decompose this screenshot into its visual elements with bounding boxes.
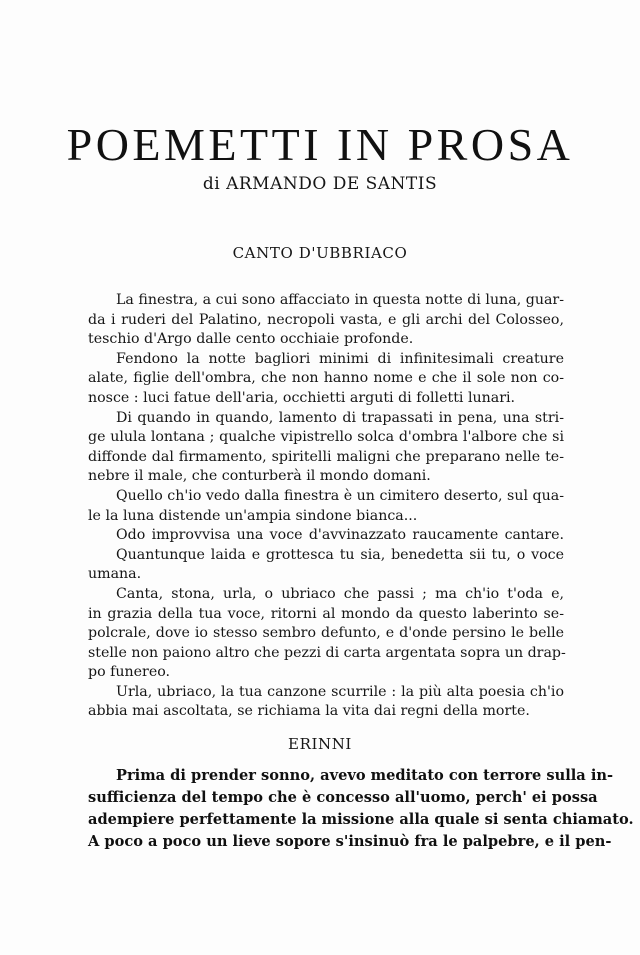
author-line: di ARMANDO DE SANTIS	[202, 174, 438, 194]
text-line: Di quando in quando, lamento di trapassati in pena, una stri-	[116, 409, 564, 426]
text-line: Prima di prender sonno, avevo meditato con terrore sulla in-	[116, 767, 614, 784]
text-line: Quello ch'io vedo dalla finestra è un cimitero deserto, sul qua-	[116, 487, 564, 504]
text-line: adempiere perfettamente la missione alla quale si senta chiamato.	[88, 811, 634, 828]
text-line: da i ruderi del Palatino, necropoli vasta, e gli archi del Colosseo,	[88, 311, 564, 328]
text-line: polcrale, dove io stesso sembro defunto, e d'onde persino le belle	[88, 625, 564, 642]
text-line: Urla, ubriaco, la tua canzone scurrile : la più alta poesia ch'io	[116, 683, 564, 700]
text-line: stelle non paiono altro che pezzi di carta argentata sopra un drap-	[88, 644, 566, 661]
text-line: A poco a poco un lieve sopore s'insinuò fra le palpebre, e il pen-	[88, 833, 612, 850]
page-title: POEMETTI IN PROSA	[66, 119, 574, 170]
section-body-canto-dubbriaco	[88, 291, 564, 722]
text-line: in grazia della tua voce, ritorni al mondo da questo laberinto se-	[88, 605, 564, 622]
text-line: po funereo.	[88, 664, 171, 681]
text-line: alate, figlie dell'ombra, che non hanno nome e che il sole non co-	[88, 370, 564, 387]
text-line: ge ulula lontana ; qualche vipistrello solca d'ombra l'albore che si	[88, 429, 564, 446]
text-line: teschio d'Argo dalle cento occhiaie profonde.	[88, 331, 414, 348]
text-line: La finestra, a cui sono affacciato in questa notte di luna, guar-	[116, 292, 564, 308]
text-line: Quantunque laida e grottesca tu sia, benedetta sii tu, o voce	[116, 546, 564, 563]
section-heading-erinni: ERINNI	[288, 735, 352, 753]
text-line: sufficienza del tempo che è concesso all'uomo, perch' ei possa	[88, 789, 598, 806]
text-line: Odo improvvisa una voce d'avvinazzato raucamente cantare.	[116, 527, 564, 544]
section-heading-canto-dubbriaco: CANTO D'UBBRIACO	[232, 244, 408, 262]
text-line: le la luna distende un'ampia sindone bianca...	[88, 507, 418, 524]
text-line: Canta, stona, urla, o ubriaco che passi ; ma ch'io t'oda e,	[116, 585, 564, 602]
text-line: nosce : luci fatue dell'aria, occhietti arguti di folletti lunari.	[88, 389, 516, 406]
text-line: abbia mai ascoltata, se richiama la vita dai regni della morte.	[88, 703, 530, 720]
text-line: diffonde dal firmamento, spiritelli maligni che preparano nelle te-	[88, 448, 564, 465]
section-body-erinni	[88, 765, 634, 853]
text-line: umana.	[88, 566, 142, 583]
text-line: nebre il male, che conturberà il mondo domani.	[88, 468, 431, 485]
text-line: Fendono la notte bagliori minimi di infinitesimali creature	[116, 350, 564, 367]
